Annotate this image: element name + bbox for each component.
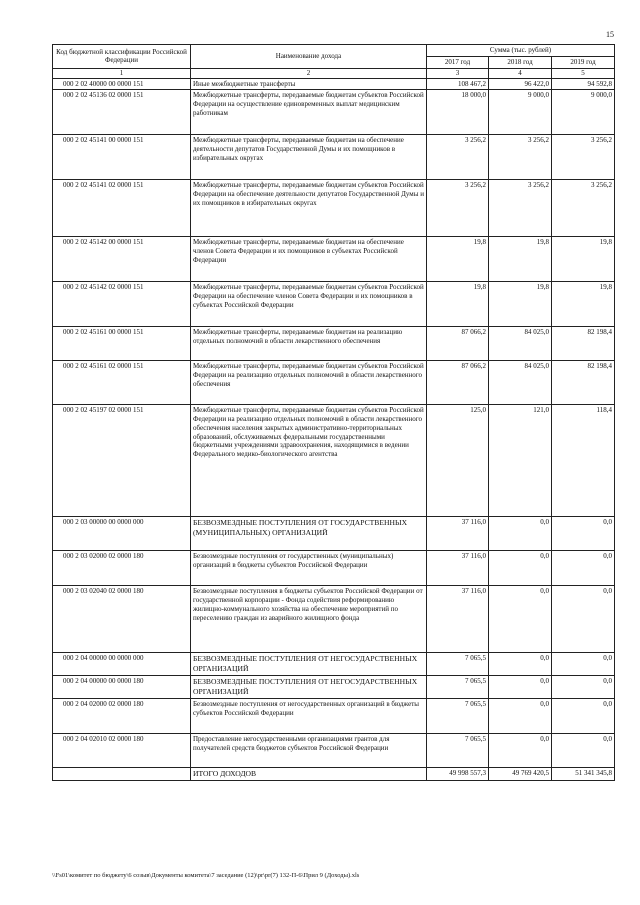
row-value-2018: 0,0 <box>489 551 552 586</box>
row-value-2019: 0,0 <box>552 734 615 768</box>
row-name: Безвозмездные поступления от государственных (муниципальных) организаций в бюджеты субъектов Российской Федерации <box>191 551 427 586</box>
row-value-2019: 0,0 <box>552 586 615 653</box>
row-code: 000 2 04 00000 00 0000 000 <box>53 653 191 676</box>
row-name: Безвозмездные поступления от негосударственных организаций в бюджеты субъектов Российской Федерации <box>191 699 427 734</box>
row-value-2018: 0,0 <box>489 734 552 768</box>
row-code: 000 2 03 00000 00 0000 000 <box>53 517 191 551</box>
table-row <box>53 676 615 699</box>
row-value-2017: 87 066,2 <box>427 327 489 361</box>
row-value-2019: 0,0 <box>552 699 615 734</box>
table-row <box>53 768 615 781</box>
row-code: 000 2 03 02040 02 0000 180 <box>53 586 191 653</box>
row-value-2017: 7 065,5 <box>427 699 489 734</box>
name-column-header: Наименование дохода <box>191 45 427 69</box>
row-value-2019: 82 198,4 <box>552 361 615 405</box>
row-value-2018: 96 422,0 <box>489 78 552 90</box>
year-header-2019: 2019 год <box>552 56 615 68</box>
table-row <box>53 180 615 237</box>
row-value-2017: 3 256,2 <box>427 135 489 180</box>
row-value-2017: 37 116,0 <box>427 586 489 653</box>
table-row <box>53 517 615 551</box>
code-column-header: Код бюджетной классификации Российской Федерации <box>53 45 191 69</box>
row-code: 000 2 02 45161 00 0000 151 <box>53 327 191 361</box>
row-value-2019: 9 000,0 <box>552 90 615 135</box>
row-value-2017: 37 116,0 <box>427 517 489 551</box>
table-row <box>53 586 615 653</box>
row-value-2017: 7 065,5 <box>427 734 489 768</box>
row-value-2019: 51 341 345,8 <box>552 768 615 781</box>
row-name: БЕЗВОЗМЕЗДНЫЕ ПОСТУПЛЕНИЯ ОТ НЕГОСУДАРСТВЕННЫХ ОРГАНИЗАЦИЙ <box>191 653 427 676</box>
row-value-2018: 3 256,2 <box>489 180 552 237</box>
row-value-2017: 7 065,5 <box>427 653 489 676</box>
row-value-2018: 0,0 <box>489 586 552 653</box>
col-number: 4 <box>489 68 552 78</box>
row-value-2018: 49 769 420,5 <box>489 768 552 781</box>
sum-column-header: Сумма (тыс. рублей) <box>427 45 615 57</box>
row-value-2018: 84 025,0 <box>489 361 552 405</box>
row-name: ИТОГО ДОХОДОВ <box>191 768 427 781</box>
col-number: 3 <box>427 68 489 78</box>
row-code: 000 2 03 02000 02 0000 180 <box>53 551 191 586</box>
row-code: 000 2 02 45141 02 0000 151 <box>53 180 191 237</box>
table-row <box>53 734 615 768</box>
row-name: Межбюджетные трансферты, передаваемые бюджетам субъектов Российской Федерации на реализацию отдельных полномочий в области лекарственного обеспечения населения закрытых административно-территориальных образований, обслуживаемых федеральными государственными бюджетными учреждениями здравоохранения, находящимися в ведении Федерального медико-биологического агентства <box>191 405 427 517</box>
row-value-2019: 19,8 <box>552 237 615 282</box>
row-value-2019: 0,0 <box>552 653 615 676</box>
row-value-2017: 19,8 <box>427 282 489 327</box>
row-value-2019: 0,0 <box>552 517 615 551</box>
row-value-2018: 0,0 <box>489 517 552 551</box>
row-code: 000 2 04 00000 00 0000 180 <box>53 676 191 699</box>
row-value-2019: 118,4 <box>552 405 615 517</box>
row-name: Безвозмездные поступления в бюджеты субъектов Российской Федерации от государственной корпорации - Фонда содействия реформированию жилищно-коммунального хозяйства на обеспечение мероприятий по переселению граждан из аварийного жилищного фонда <box>191 586 427 653</box>
year-header-2017: 2017 год <box>427 56 489 68</box>
table-row <box>53 653 615 676</box>
row-value-2019: 3 256,2 <box>552 180 615 237</box>
table-row <box>53 361 615 405</box>
col-number: 1 <box>53 68 191 78</box>
row-value-2017: 108 467,2 <box>427 78 489 90</box>
row-code: 000 2 02 45197 02 0000 151 <box>53 405 191 517</box>
row-code: 000 2 02 45136 02 0000 151 <box>53 90 191 135</box>
row-value-2017: 18 000,0 <box>427 90 489 135</box>
table-row <box>53 405 615 517</box>
row-code <box>53 768 191 781</box>
row-name: Межбюджетные трансферты, передаваемые бюджетам субъектов Российской Федерации на осуществление единовременных выплат медицинским работникам <box>191 90 427 135</box>
row-value-2017: 19,8 <box>427 237 489 282</box>
row-value-2018: 121,0 <box>489 405 552 517</box>
table-row <box>53 551 615 586</box>
table-row <box>53 237 615 282</box>
row-value-2018: 0,0 <box>489 676 552 699</box>
row-code: 000 2 02 45142 00 0000 151 <box>53 237 191 282</box>
table-row <box>53 327 615 361</box>
row-value-2017: 3 256,2 <box>427 180 489 237</box>
row-name: Межбюджетные трансферты, передаваемые бюджетам на реализацию отдельных полномочий в области лекарственного обеспечения <box>191 327 427 361</box>
row-value-2018: 19,8 <box>489 237 552 282</box>
row-name: Межбюджетные трансферты, передаваемые бюджетам субъектов Российской Федерации на обеспечение деятельности депутатов Государственной Думы и их помощников в избирательных округах <box>191 180 427 237</box>
row-code: 000 2 02 45142 02 0000 151 <box>53 282 191 327</box>
row-value-2018: 3 256,2 <box>489 135 552 180</box>
table-row <box>53 282 615 327</box>
revenue-table <box>52 44 615 781</box>
row-value-2017: 49 998 557,3 <box>427 768 489 781</box>
row-value-2017: 125,0 <box>427 405 489 517</box>
row-code: 000 2 02 45141 00 0000 151 <box>53 135 191 180</box>
row-name: Межбюджетные трансферты, передаваемые бюджетам субъектов Российской Федерации на обеспечение членов Совета Федерации и их помощников в субъектах Российской Федерации <box>191 282 427 327</box>
row-value-2018: 19,8 <box>489 282 552 327</box>
row-value-2019: 0,0 <box>552 551 615 586</box>
row-name: Межбюджетные трансферты, передаваемые бюджетам субъектов Российской Федерации на реализацию отдельных полномочий в области лекарственного обеспечения <box>191 361 427 405</box>
col-number: 2 <box>191 68 427 78</box>
row-name: БЕЗВОЗМЕЗДНЫЕ ПОСТУПЛЕНИЯ ОТ НЕГОСУДАРСТВЕННЫХ ОРГАНИЗАЦИЙ <box>191 676 427 699</box>
row-value-2019: 19,8 <box>552 282 615 327</box>
table-row <box>53 78 615 90</box>
row-value-2018: 84 025,0 <box>489 327 552 361</box>
row-name: Предоставление негосударственными организациями грантов для получателей средств бюджетов субъектов Российской Федерации <box>191 734 427 768</box>
row-code: 000 2 02 45161 02 0000 151 <box>53 361 191 405</box>
row-code: 000 2 02 40000 00 0000 151 <box>53 78 191 90</box>
year-header-2018: 2018 год <box>489 56 552 68</box>
row-code: 000 2 04 02000 02 0000 180 <box>53 699 191 734</box>
row-name: Иные межбюджетные трансферты <box>191 78 427 90</box>
row-value-2019: 3 256,2 <box>552 135 615 180</box>
table-row <box>53 90 615 135</box>
page-number: 15 <box>606 30 614 39</box>
row-value-2019: 94 592,8 <box>552 78 615 90</box>
row-value-2018: 0,0 <box>489 653 552 676</box>
footer-file-path: \\Fs01\комитет по бюджету\6 созыв\Документы комитета\7 заседание (12)\pr\pr(7) 132-П-6\Прил 9 (Доходы).xls <box>52 872 360 879</box>
row-code: 000 2 04 02010 02 0000 180 <box>53 734 191 768</box>
row-value-2018: 9 000,0 <box>489 90 552 135</box>
row-name: Межбюджетные трансферты, передаваемые бюджетам на обеспечение деятельности депутатов Государственной Думы и их помощников в избирательных округах <box>191 135 427 180</box>
row-value-2019: 0,0 <box>552 676 615 699</box>
col-number: 5 <box>552 68 615 78</box>
row-name: БЕЗВОЗМЕЗДНЫЕ ПОСТУПЛЕНИЯ ОТ ГОСУДАРСТВЕННЫХ (МУНИЦИПАЛЬНЫХ) ОРГАНИЗАЦИЙ <box>191 517 427 551</box>
table-row <box>53 135 615 180</box>
row-value-2017: 37 116,0 <box>427 551 489 586</box>
row-value-2017: 7 065,5 <box>427 676 489 699</box>
row-name: Межбюджетные трансферты, передаваемые бюджетам на обеспечение членов Совета Федерации и их помощников в субъектах Российской Федерации <box>191 237 427 282</box>
row-value-2018: 0,0 <box>489 699 552 734</box>
table-row <box>53 699 615 734</box>
row-value-2019: 82 198,4 <box>552 327 615 361</box>
row-value-2017: 87 066,2 <box>427 361 489 405</box>
